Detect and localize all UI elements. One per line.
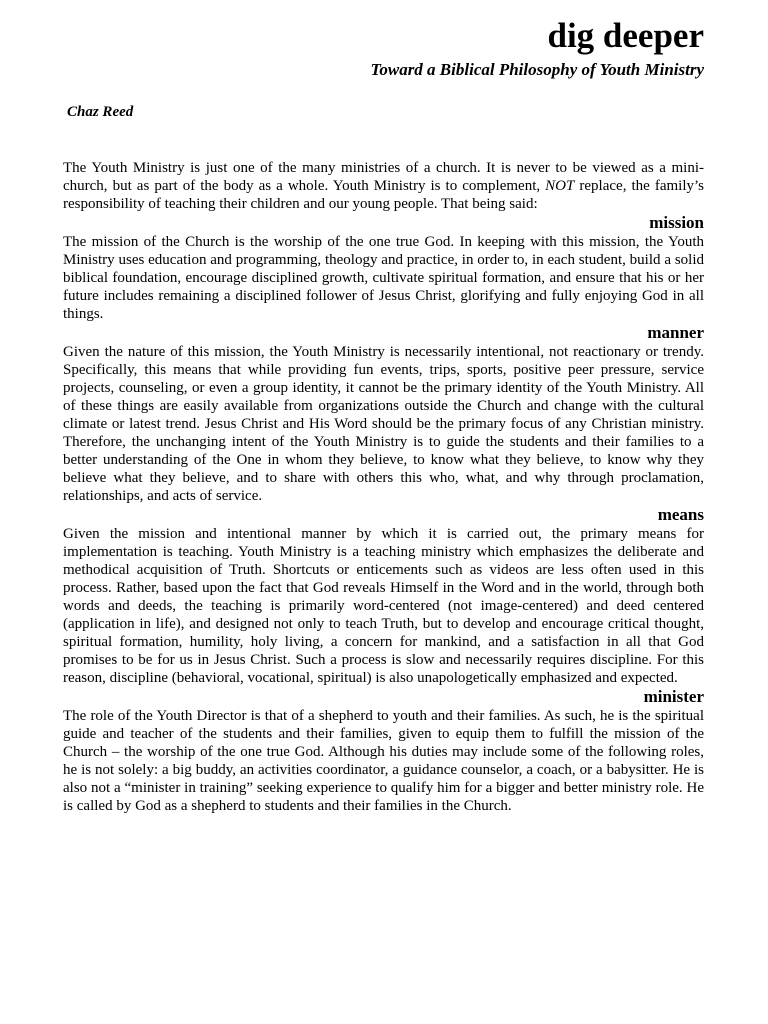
section-heading-means: means	[657, 505, 704, 524]
section-heading-minister: minister	[643, 687, 704, 706]
document-subtitle: Toward a Biblical Philosophy of Youth Ministry	[370, 60, 704, 79]
section-text-minister: The role of the Youth Director is that of a shepherd to youth and their families. As such, he is the spiritual guide and teacher of the students and their families, given to equip them to fulfill the mission of the Church – the worship of the one true God. Although his duties may include some of the following roles, he is not solely: a big buddy, an activities coordinator, a guidance counselor, a coach, or a babysitter. He is also not a “minister in training” seeking experience to qualify him for a bigger and better ministry role. He is called by God as a shepherd to students and their families in the Church.	[63, 708, 704, 814]
intro-text-end: replace, the family’s responsibility of teaching their children and our young people. That being said:	[63, 178, 705, 212]
section-heading-manner: manner	[647, 323, 704, 342]
intro-paragraph	[63, 159, 704, 213]
author-name: Chaz Reed	[67, 104, 134, 120]
section-text-mission: The mission of the Church is the worship of the one true God. In keeping with this mission, the Youth Ministry uses education and programming, theology and practice, in order to, in each student, build a solid biblical foundation, encourage disciplined growth, cultivate spiritual formation, and ensure that his or her future includes remaining a disciplined follower of Jesus Christ, glorifying and fully enjoying God in all things.	[63, 234, 704, 322]
section-text-means: Given the mission and intentional manner by which it is carried out, the primary means for implementation is teaching. Youth Ministry is a teaching ministry which emphasizes the deliberate and methodical acquisition of Truth. Shortcuts or enticements such as videos are less often used in this process. Rather, based upon the fact that God reveals Himself in the Word and in the world, through both words and deeds, the teaching is primarily word-centered (not image-centered) and deed centered (application in life), and designed not only to teach Truth, but to develop and encourage critical thought, spiritual formation, humility, holy living, a concern for mankind, and a satisfaction in all that God promises to be for us in Jesus Christ. Such a process is slow and necessarily requires discipline. For this reason, discipline (behavioral, vocational, spiritual) is also unapologetically emphasized and expected.	[63, 526, 704, 686]
intro-emphasis: NOT	[545, 178, 575, 194]
section-text-manner: Given the nature of this mission, the Youth Ministry is necessarily intentional, not reactionary or trendy. Specifically, this means that while providing fun events, trips, sports, positive peer pressure, service projects, counseling, or even a group identity, it cannot be the primary identity of the Youth Ministry. All of these things are easily available from organizations outside the Church and change with the cultural climate or latest trend. Jesus Christ and His Word should be the primary focus of any Christian ministry. Therefore, the unchanging intent of the Youth Ministry is to guide the students and their families to a better understanding of the One in whom they believe, to know what they believe, to know why they believe what they believe, and to share with others this who, what, and why through proclamation, relationships, and acts of service.	[63, 344, 704, 504]
section-heading-mission: mission	[649, 213, 704, 232]
document-title: dig deeper	[547, 16, 704, 55]
document-content	[63, 0, 704, 815]
intro-text-start: The Youth Ministry is just one of the many ministries of a church. It is never to be viewed as a mini-church, but as part of the body as a whole. Youth Ministry is to complement,	[63, 160, 704, 194]
